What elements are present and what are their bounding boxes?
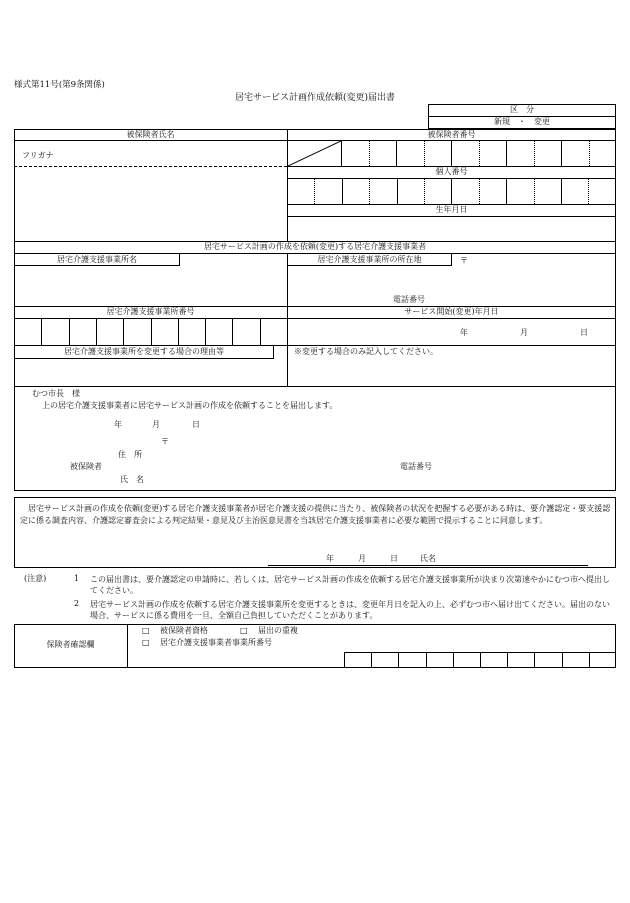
declaration-address-label: 住 所 bbox=[118, 450, 142, 459]
furigana-field[interactable] bbox=[70, 142, 284, 164]
office-name-field[interactable] bbox=[16, 268, 284, 304]
change-reason-field[interactable] bbox=[16, 361, 614, 385]
consent-text: 居宅サービス計画の作成を依頼(変更)する居宅介護支援事業者が居宅介護支援の提供に当たり、被保険者の状況を把握する必要がある時は、要介護認定・要支援認定に係る調査内容、介護認定審査会による判定結果・意見及び主治医意見書を当該居宅介護支援事業者に必要な範囲で提示することに同意します。 bbox=[20, 504, 611, 525]
insurer-check-label: 保険者確認欄 bbox=[46, 640, 95, 649]
declaration-name-label: 氏 名 bbox=[120, 475, 144, 484]
notes-label: (注意) bbox=[24, 574, 47, 583]
form-number: 様式第11号(第9条関係) bbox=[14, 80, 105, 90]
office-number-check-label: 居宅介護支援事業者事業所番号 bbox=[160, 638, 272, 647]
declaration-statement: 上の居宅介護支援事業者に居宅サービス計画の作成を依頼することを届出します。 bbox=[42, 401, 338, 410]
insured-name-field[interactable] bbox=[16, 168, 284, 238]
birthdate-header: 生年月日 bbox=[435, 205, 468, 214]
individual-number-cells[interactable] bbox=[287, 178, 616, 204]
qualification-label: 被保険者資格 bbox=[160, 626, 208, 635]
declaration-name-field[interactable] bbox=[170, 472, 390, 486]
office-phone-label: 電話番号 bbox=[393, 295, 425, 304]
individual-number-header: 個人番号 bbox=[435, 167, 468, 176]
office-address-field[interactable] bbox=[290, 268, 614, 292]
declaration-month: 月 bbox=[152, 420, 160, 429]
consent-month: 月 bbox=[358, 554, 366, 563]
note-2-text: 居宅サービス計画の作成を依頼する居宅介護支援事業所を変更するときは、変更年月日を記入の上、必ずむつ市へ届け出てください。届出のない場合、サービスに係る費用を一旦、全額自己負担していただくことがあります。 bbox=[90, 600, 610, 620]
note-2-num: 2 bbox=[74, 599, 80, 608]
office-name-label: 居宅介護支援事業所名 bbox=[57, 255, 137, 264]
consent-day: 日 bbox=[390, 554, 398, 563]
insured-number-header: 被保険者番号 bbox=[427, 130, 476, 139]
duplicate-checkbox[interactable]: □ bbox=[240, 626, 248, 635]
declaration-postal-mark: 〒 bbox=[161, 437, 169, 446]
office-number-label: 居宅介護支援事業所番号 bbox=[106, 307, 195, 316]
diagonal-slash bbox=[288, 141, 341, 166]
insured-name-header: 被保険者氏名 bbox=[126, 130, 175, 139]
service-start-month: 月 bbox=[520, 328, 528, 337]
kubun-value: 新規 ・ 変更 bbox=[494, 117, 550, 126]
office-number-checkbox[interactable]: □ bbox=[142, 638, 150, 647]
qualification-checkbox[interactable]: □ bbox=[142, 626, 150, 635]
change-reason-label: 居宅介護支援事業所を変更する場合の理由等 bbox=[64, 347, 224, 356]
office-number-cells[interactable] bbox=[14, 318, 287, 345]
addressee: むつ市長 様 bbox=[32, 389, 80, 398]
office-postal-mark: 〒 bbox=[460, 256, 468, 265]
declaration-insured-label: 被保険者 bbox=[70, 462, 102, 471]
declaration-day: 日 bbox=[192, 420, 200, 429]
birthdate-field[interactable] bbox=[289, 218, 614, 240]
declaration-address-field[interactable] bbox=[170, 446, 610, 460]
insured-number-cells[interactable] bbox=[341, 140, 616, 166]
kubun-label: 区 分 bbox=[510, 105, 534, 114]
office-address-label: 居宅介護支援事業所の所在地 bbox=[317, 255, 422, 264]
declaration-phone-label: 電話番号 bbox=[400, 462, 432, 471]
service-start-day: 日 bbox=[580, 328, 588, 337]
insurer-office-number-cells[interactable] bbox=[344, 652, 616, 668]
office-section-heading: 居宅サービス計画の作成を依頼(変更)する居宅介護支援事業者 bbox=[203, 242, 427, 251]
furigana-label: フリガナ bbox=[22, 151, 54, 160]
service-start-year: 年 bbox=[460, 328, 468, 337]
duplicate-label: 届出の重複 bbox=[258, 626, 298, 635]
page-title: 居宅サービス計画作成依頼(変更)届出書 bbox=[234, 93, 396, 103]
note-1-text: この届出書は、要介護認定の申請時に、若しくは、居宅サービス計画の作成を依頼する居宅介護支援事業所が決まり次第速やかにむつ市へ提出してください。 bbox=[90, 575, 610, 595]
consent-name-label: 氏名 bbox=[420, 554, 436, 563]
consent-name-field[interactable] bbox=[440, 552, 588, 564]
note-1-num: 1 bbox=[74, 574, 80, 583]
consent-year: 年 bbox=[326, 554, 334, 563]
change-note: ※変更する場合のみ記入してください。 bbox=[294, 347, 438, 356]
declaration-year: 年 bbox=[114, 420, 122, 429]
service-start-label: サービス開始(変更)年月日 bbox=[404, 307, 499, 316]
